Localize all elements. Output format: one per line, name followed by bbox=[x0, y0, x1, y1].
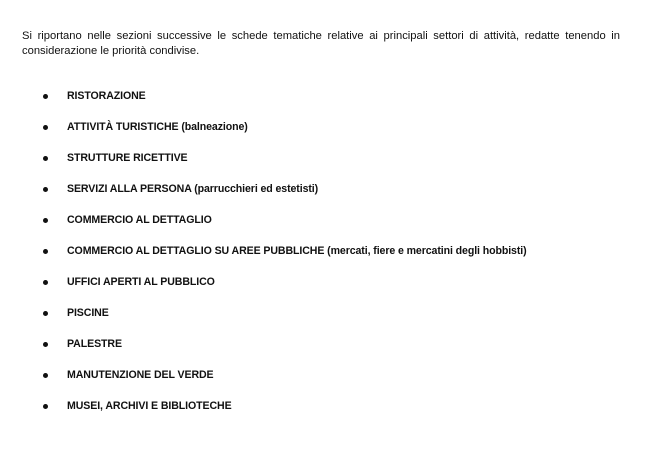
list-item bbox=[0, 120, 653, 151]
sector-label: COMMERCIO AL DETTAGLIO SU AREE PUBBLICHE (mercati, fiere e mercatini degli hobbisti) bbox=[67, 245, 527, 257]
list-item bbox=[0, 399, 653, 430]
sector-label: RISTORAZIONE bbox=[67, 90, 146, 102]
list-item bbox=[0, 213, 653, 244]
sector-label: MUSEI, ARCHIVI E BIBLIOTECHE bbox=[67, 400, 232, 412]
bullet-icon bbox=[43, 311, 48, 316]
list-item bbox=[0, 244, 653, 275]
bullet-icon bbox=[43, 187, 48, 192]
bullet-icon bbox=[43, 94, 48, 99]
list-item bbox=[0, 306, 653, 337]
bullet-icon bbox=[43, 218, 48, 223]
list-item bbox=[0, 337, 653, 368]
sector-label: SERVIZI ALLA PERSONA (parrucchieri ed estetisti) bbox=[67, 183, 319, 195]
list-item bbox=[0, 151, 653, 182]
list-item bbox=[0, 89, 653, 120]
bullet-icon bbox=[43, 156, 48, 161]
sector-label: ATTIVITÀ TURISTICHE (balneazione) bbox=[67, 121, 248, 133]
sector-label: STRUTTURE RICETTIVE bbox=[67, 152, 188, 164]
list-item bbox=[0, 182, 653, 213]
bullet-icon bbox=[43, 404, 48, 409]
bullet-icon bbox=[43, 125, 48, 130]
intro-paragraph: Si riportano nelle sezioni successive le schede tematiche relative ai principali settori di attività, redatte tenendo in considerazione le priorità condivise. bbox=[22, 30, 620, 57]
sector-label: UFFICI APERTI AL PUBBLICO bbox=[67, 276, 215, 288]
bullet-icon bbox=[43, 373, 48, 378]
sector-label: COMMERCIO AL DETTAGLIO bbox=[67, 214, 212, 226]
sector-list bbox=[0, 89, 653, 430]
sector-label: PALESTRE bbox=[67, 338, 122, 350]
list-item bbox=[0, 275, 653, 306]
list-item bbox=[0, 368, 653, 399]
sector-label: PISCINE bbox=[67, 307, 109, 319]
bullet-icon bbox=[43, 342, 48, 347]
bullet-icon bbox=[43, 249, 48, 254]
bullet-icon bbox=[43, 280, 48, 285]
sector-label: MANUTENZIONE DEL VERDE bbox=[67, 369, 214, 381]
